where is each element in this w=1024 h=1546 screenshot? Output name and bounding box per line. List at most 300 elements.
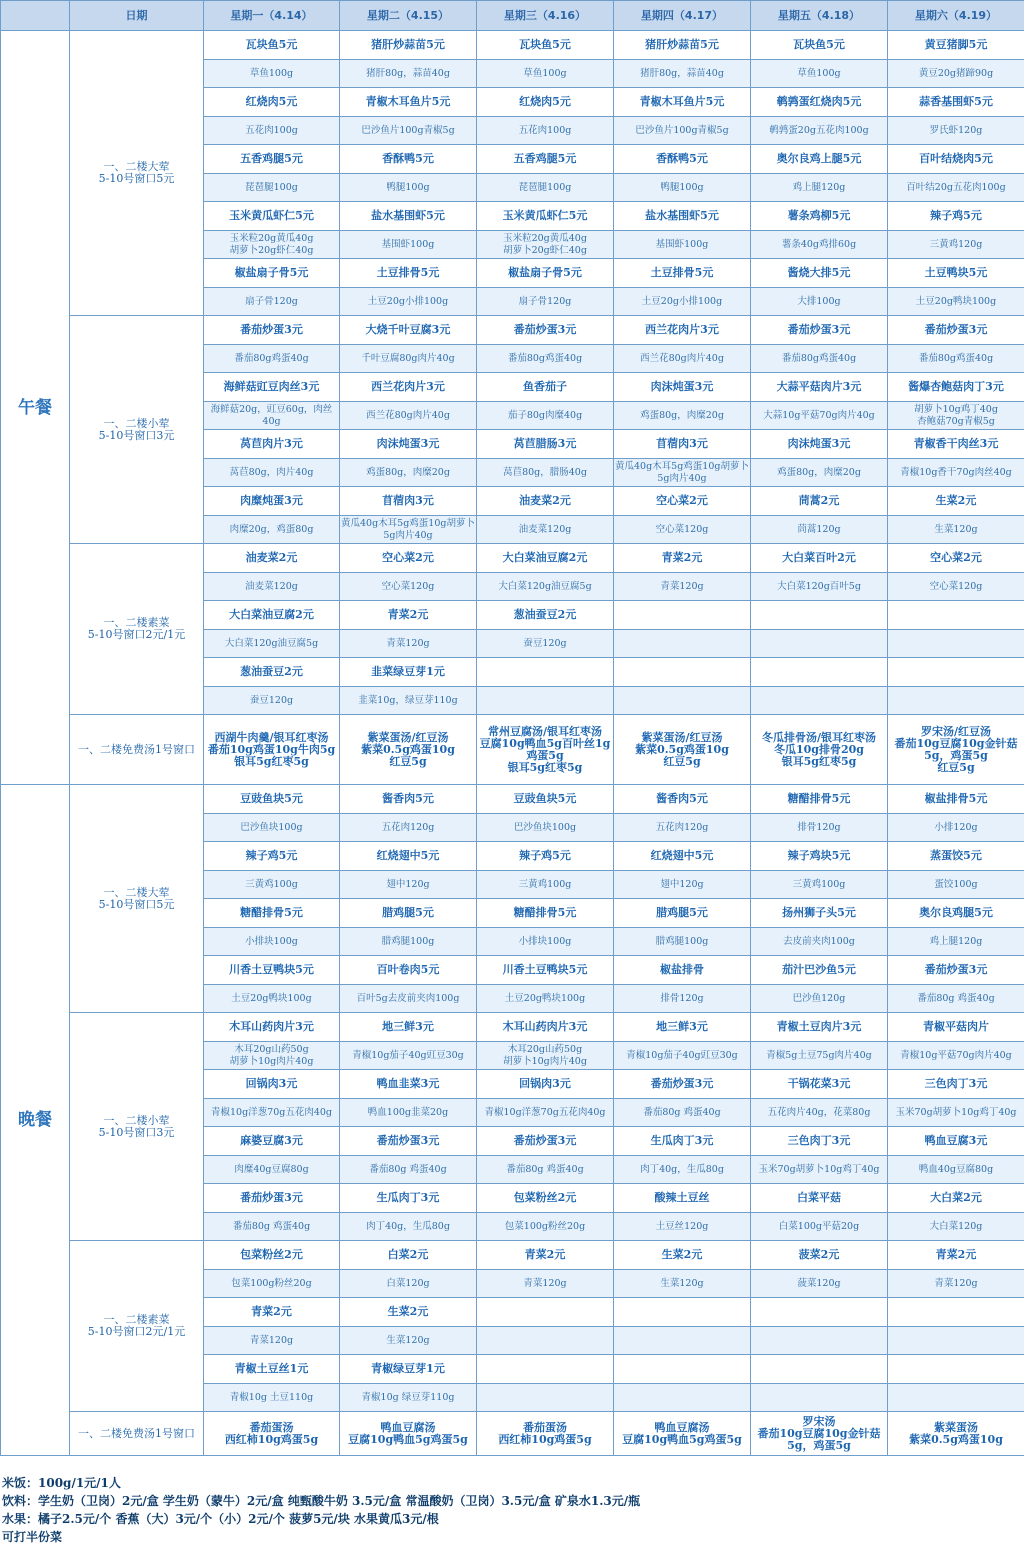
soup-cell: [340, 1412, 477, 1456]
dish-name: 瓦块鱼5元: [751, 31, 888, 60]
dish-name: 糖醋排骨5元: [204, 899, 340, 928]
dish-ingredients: 白菜120g: [340, 1270, 477, 1298]
dish-ingredients: 胡萝卜10g鸡丁40g 杏鲍菇70g青椒5g: [888, 402, 1024, 430]
dish-name: 青椒土豆丝1元: [204, 1355, 340, 1384]
dish-ingredients: [477, 1327, 614, 1355]
dish-ingredients: 琵琶腿100g: [477, 174, 614, 202]
dish-name: 番茄炒蛋3元: [340, 1127, 477, 1156]
dish-name: [751, 601, 888, 630]
soup-cell: [751, 1412, 888, 1456]
dish-name: 川香土豆鸭块5元: [477, 956, 614, 985]
dish-ingredients: 青椒10g 土豆110g: [204, 1384, 340, 1412]
dish-name: [614, 658, 751, 687]
dish-name: [751, 658, 888, 687]
soup-row: [1, 1412, 1024, 1456]
header-day: 星期五（4.18）: [751, 1, 888, 31]
dish-ingredients: 青菜120g: [614, 573, 751, 601]
dish-ingredients: 鸡上腿120g: [888, 928, 1024, 956]
dish-name: 青椒木耳鱼片5元: [614, 88, 751, 117]
dish-name: 地三鲜3元: [340, 1013, 477, 1042]
dish-name: 五香鸡腿5元: [204, 145, 340, 174]
dish-name: 番茄炒蛋3元: [751, 316, 888, 345]
dish-ingredients: [751, 1384, 888, 1412]
dish-name: 红烧翅中5元: [614, 842, 751, 871]
dish-ingredients: 番茄80g鸡蛋40g: [204, 345, 340, 373]
dish-ingredients: 巴沙鱼片100g青椒5g: [340, 117, 477, 145]
dish-name: 葱油蚕豆2元: [204, 658, 340, 687]
dish-name: 青椒平菇肉片: [888, 1013, 1024, 1042]
dish-name: 油麦菜2元: [477, 487, 614, 516]
dish-ingredients: 土豆20g鸭块100g: [888, 288, 1024, 316]
dish-ingredients: [888, 1384, 1024, 1412]
dish-ingredients: 排骨120g: [751, 814, 888, 842]
dish-ingredients: 番茄80g鸡蛋40g: [888, 345, 1024, 373]
dish-ingredients: 番茄80g 鸡蛋40g: [477, 1156, 614, 1184]
dish-name: 玉米黄瓜虾仁5元: [204, 202, 340, 231]
dish-name: 肉沫炖蛋3元: [751, 430, 888, 459]
dish-name: 大烧千叶豆腐3元: [340, 316, 477, 345]
dish-ingredients: 番茄80g 鸡蛋40g: [888, 985, 1024, 1013]
dish-ingredients: 茼蒿120g: [751, 516, 888, 544]
dish-ingredients: 青菜120g: [204, 1327, 340, 1355]
dish-name: 瓦块鱼5元: [204, 31, 340, 60]
dish-name: 青菜2元: [340, 601, 477, 630]
dish-name: 腊鸡腿5元: [340, 899, 477, 928]
soup-line: 常州豆腐汤/银耳红枣汤: [487, 724, 603, 738]
dish-name: 青菜2元: [204, 1298, 340, 1327]
window-label: 一、二楼大荤 5-10号窗口5元: [70, 31, 204, 316]
dish-name: 香酥鸭5元: [340, 145, 477, 174]
dish-name: [888, 1355, 1024, 1384]
dish-name: [477, 1355, 614, 1384]
dish-name: 糖醋排骨5元: [751, 785, 888, 814]
dish-name: 干锅花菜3元: [751, 1070, 888, 1099]
dish-ingredients: 青菜120g: [888, 1270, 1024, 1298]
dish-ingredients: 土豆丝120g: [614, 1213, 751, 1241]
dish-ingredients: 土豆20g鸭块100g: [477, 985, 614, 1013]
dish-name: 大白菜油豆腐2元: [204, 601, 340, 630]
dish-name: 莴苣肉片3元: [204, 430, 340, 459]
dish-ingredients: 海鲜菇20g，豇豆60g，肉丝40g: [204, 402, 340, 430]
dish-ingredients: 西兰花80g肉片40g: [614, 345, 751, 373]
dish-ingredients: 琵琶腿100g: [204, 174, 340, 202]
dish-name: 鹌鹑蛋红烧肉5元: [751, 88, 888, 117]
dish-name: 鸭血豆腐3元: [888, 1127, 1024, 1156]
soup-line: 紫菜0.5g鸡蛋10g: [909, 1432, 1003, 1446]
dinner-meal-label: 晚餐: [1, 785, 70, 1456]
dish-name: 青菜2元: [888, 1241, 1024, 1270]
soup-cell: [340, 715, 477, 785]
dish-name: 酱香肉5元: [614, 785, 751, 814]
dish-name: 回锅肉3元: [477, 1070, 614, 1099]
dish-name: 番茄炒蛋3元: [477, 316, 614, 345]
soup-line: 银耳5g红枣5g: [234, 754, 309, 768]
dish-ingredients: 巴沙鱼块100g: [204, 814, 340, 842]
dish-name: 生菜2元: [340, 1298, 477, 1327]
header-day: 星期六（4.19）: [888, 1, 1024, 31]
dish-ingredients: 黄豆20g猪蹄90g: [888, 60, 1024, 88]
dish-ingredients: 翅中120g: [340, 871, 477, 899]
dish-ingredients: 扇子骨120g: [477, 288, 614, 316]
dish-name: 青椒香干肉丝3元: [888, 430, 1024, 459]
dish-name: 椒盐排骨5元: [888, 785, 1024, 814]
window-label: 一、二楼素菜 5-10号窗口2元/1元: [70, 544, 204, 715]
soup-cell: [614, 715, 751, 785]
dish-name: 土豆鸭块5元: [888, 259, 1024, 288]
dish-name: 白菜平菇: [751, 1184, 888, 1213]
soup-line: 豆腐10g鸭血5g百叶丝1g: [479, 736, 611, 750]
dish-name: 番茄炒蛋3元: [888, 956, 1024, 985]
dish-ingredients: 玉米70g胡萝卜10g鸡丁40g: [751, 1156, 888, 1184]
dish-name: 茼蒿2元: [751, 487, 888, 516]
dish-ingredients: 翅中120g: [614, 871, 751, 899]
dish-ingredients: 百叶5g去皮前夹肉100g: [340, 985, 477, 1013]
dish-name: 香酥鸭5元: [614, 145, 751, 174]
dish-ingredients: 薯条40g鸡排60g: [751, 231, 888, 259]
window-label: 一、二楼小荤 5-10号窗口3元: [70, 1013, 204, 1241]
dish-name: 红烧肉5元: [204, 88, 340, 117]
dish-name: 莴苣腊肠3元: [477, 430, 614, 459]
dish-name: [888, 601, 1024, 630]
dish-ingredients: 青椒10g洋葱70g五花肉40g: [204, 1099, 340, 1127]
dish-ingredients: 猪肝80g，蒜苗40g: [614, 60, 751, 88]
dish-name: 肉糜炖蛋3元: [204, 487, 340, 516]
dish-ingredients: [751, 630, 888, 658]
soup-line: 西湖牛肉羹/银耳红枣汤: [214, 730, 329, 744]
soup-cell: [888, 1412, 1024, 1456]
dish-ingredients: 玉米70g胡萝卜10g鸡丁40g: [888, 1099, 1024, 1127]
dish-name: 椒盐扇子骨5元: [204, 259, 340, 288]
dish-name: 大白菜油豆腐2元: [477, 544, 614, 573]
dish-ingredients: 空心菜120g: [614, 516, 751, 544]
dish-row: [1, 1013, 1024, 1042]
dish-name: 奥尔良鸡腿5元: [888, 899, 1024, 928]
dish-ingredients: 大白菜120g百叶5g: [751, 573, 888, 601]
soup-line: 冬瓜排骨汤/银耳红枣汤: [761, 730, 877, 744]
dish-name: 土豆排骨5元: [340, 259, 477, 288]
dish-name: 豆豉鱼块5元: [477, 785, 614, 814]
dish-ingredients: 鸡蛋80g，肉糜20g: [340, 459, 477, 487]
soup-line: 紫菜0.5g鸡蛋10g: [635, 742, 729, 756]
dish-ingredients: 百叶结20g五花肉100g: [888, 174, 1024, 202]
dish-ingredients: 莴苣80g，肉片40g: [204, 459, 340, 487]
dish-name: 土豆排骨5元: [614, 259, 751, 288]
soup-line: 红豆5g: [937, 760, 975, 774]
dish-row: [1, 785, 1024, 814]
dish-name: 玉米黄瓜虾仁5元: [477, 202, 614, 231]
soup-row: [1, 715, 1024, 785]
dish-ingredients: 三黄鸡100g: [751, 871, 888, 899]
dish-name: [751, 1298, 888, 1327]
dish-ingredients: 千叶豆腐80g肉片40g: [340, 345, 477, 373]
dish-ingredients: 大白菜120g油豆腐5g: [204, 630, 340, 658]
dish-ingredients: 生菜120g: [340, 1327, 477, 1355]
dish-name: 青椒绿豆芽1元: [340, 1355, 477, 1384]
dish-name: 糖醋排骨5元: [477, 899, 614, 928]
dish-name: [888, 658, 1024, 687]
dish-name: 肉沫炖蛋3元: [340, 430, 477, 459]
dish-ingredients: 扇子骨120g: [204, 288, 340, 316]
dish-ingredients: [477, 1384, 614, 1412]
dish-ingredients: 巴沙鱼块100g: [477, 814, 614, 842]
dish-ingredients: 大白菜120g油豆腐5g: [477, 573, 614, 601]
dish-ingredients: 三黄鸡120g: [888, 231, 1024, 259]
dish-ingredients: 黄瓜40g木耳5g鸡蛋10g胡萝卜5g肉片40g: [614, 459, 751, 487]
soup-line: 紫菜蛋汤/红豆汤: [367, 730, 449, 744]
dish-name: 番茄炒蛋3元: [888, 316, 1024, 345]
dish-name: [477, 658, 614, 687]
dish-ingredients: [888, 687, 1024, 715]
dish-name: 空心菜2元: [614, 487, 751, 516]
soup-line: 银耳5g红枣5g: [507, 760, 583, 774]
header-day: 星期二（4.15）: [340, 1, 477, 31]
dish-name: 猪肝炒蒜苗5元: [614, 31, 751, 60]
dish-ingredients: 三黄鸡100g: [204, 871, 340, 899]
dish-name: 鸭血韭菜3元: [340, 1070, 477, 1099]
dish-ingredients: 土豆20g小排100g: [340, 288, 477, 316]
dish-name: 木耳山药肉片3元: [204, 1013, 340, 1042]
soup-line: 鸭血豆腐汤: [380, 1420, 436, 1434]
soup-cell: [204, 1412, 340, 1456]
dish-ingredients: 五花肉片40g，花菜80g: [751, 1099, 888, 1127]
dish-ingredients: 五花肉100g: [477, 117, 614, 145]
dish-ingredients: 鸡蛋80g，肉糜20g: [614, 402, 751, 430]
dish-ingredients: 玉米粒20g黄瓜40g 胡萝卜20g虾仁40g: [204, 231, 340, 259]
lunch-meal-label: 午餐: [1, 31, 70, 785]
dish-name: 葱油蚕豆2元: [477, 601, 614, 630]
dish-ingredients: 蛋饺100g: [888, 871, 1024, 899]
dish-name: 苜蓿肉3元: [340, 487, 477, 516]
dish-ingredients: 鸡上腿120g: [751, 174, 888, 202]
dish-ingredients: 大白菜120g: [888, 1213, 1024, 1241]
dish-ingredients: 罗氏虾120g: [888, 117, 1024, 145]
dish-name: [751, 1355, 888, 1384]
dish-name: [477, 1298, 614, 1327]
dish-ingredients: [614, 1327, 751, 1355]
dish-ingredients: 大蒜10g平菇70g肉片40g: [751, 402, 888, 430]
dish-ingredients: 猪肝80g，蒜苗40g: [340, 60, 477, 88]
dish-ingredients: 小排块100g: [204, 928, 340, 956]
soup-line: 番茄蛋汤: [249, 1420, 294, 1434]
dish-ingredients: [751, 1327, 888, 1355]
dish-name: 番茄炒蛋3元: [614, 1070, 751, 1099]
dish-ingredients: 鸭血40g豆腐80g: [888, 1156, 1024, 1184]
soup-line: 冬瓜10g排骨20g: [774, 742, 864, 756]
dish-name: 生瓜肉丁3元: [614, 1127, 751, 1156]
dish-name: [888, 1298, 1024, 1327]
dish-ingredients: 青椒5g土豆75g肉片40g: [751, 1042, 888, 1070]
soup-cell: [614, 1412, 751, 1456]
soup-line: 番茄10g豆腐10g金针菇: [894, 736, 1018, 750]
soup-window-label: 一、二楼免费汤1号窗口: [70, 715, 204, 785]
dish-ingredients: 韭菜10g，绿豆芽110g: [340, 687, 477, 715]
dish-ingredients: 土豆20g鸭块100g: [204, 985, 340, 1013]
soup-cell: [204, 715, 340, 785]
soup-line: 银耳5g红枣5g: [781, 754, 857, 768]
dish-name: 黄豆猪脚5元: [888, 31, 1024, 60]
window-label: 一、二楼小荤 5-10号窗口3元: [70, 316, 204, 544]
dish-name: 海鲜菇豇豆肉丝3元: [204, 373, 340, 402]
dish-name: 豆豉鱼块5元: [204, 785, 340, 814]
dish-name: 番茄炒蛋3元: [204, 316, 340, 345]
soup-line: 鸭血豆腐汤: [654, 1420, 710, 1434]
dish-name: 椒盐排骨: [614, 956, 751, 985]
dish-ingredients: 肉糜40g豆腐80g: [204, 1156, 340, 1184]
dish-ingredients: 鸭腿100g: [614, 174, 751, 202]
dish-name: 辣子鸡5元: [204, 842, 340, 871]
menu-body: [1, 31, 1024, 1456]
soup-line: 5g，鸡蛋5g: [787, 1438, 851, 1452]
dish-name: 油麦菜2元: [204, 544, 340, 573]
dish-name: 番茄炒蛋3元: [204, 1184, 340, 1213]
header-blank: [1, 1, 70, 31]
dish-ingredients: 基围虾100g: [614, 231, 751, 259]
dish-ingredients: 大排100g: [751, 288, 888, 316]
dish-ingredients: 五花肉120g: [340, 814, 477, 842]
dish-ingredients: [888, 1327, 1024, 1355]
dish-ingredients: 包菜100g粉丝20g: [477, 1213, 614, 1241]
dish-name: 空心菜2元: [340, 544, 477, 573]
dish-name: 辣子鸡5元: [888, 202, 1024, 231]
footer-rice: 米饭：100g/1元/1人: [2, 1476, 121, 1490]
dish-ingredients: 油麦菜120g: [477, 516, 614, 544]
soup-line: 西红柿10g鸡蛋5g: [498, 1432, 592, 1446]
soup-line: 鸡蛋5g: [526, 748, 564, 762]
dish-ingredients: 蚕豆120g: [477, 630, 614, 658]
header-day: 星期四（4.17）: [614, 1, 751, 31]
dish-ingredients: 空心菜120g: [340, 573, 477, 601]
soup-line: 5g，鸡蛋5g: [924, 748, 988, 762]
soup-cell: [888, 715, 1024, 785]
dish-ingredients: 巴沙鱼120g: [751, 985, 888, 1013]
window-label: 一、二楼大荤 5-10号窗口5元: [70, 785, 204, 1013]
soup-line: 番茄10g豆腐10g金针菇: [757, 1426, 881, 1440]
dish-ingredients: 肉糜20g，鸡蛋80g: [204, 516, 340, 544]
soup-window-label: 一、二楼免费汤1号窗口: [70, 1412, 204, 1456]
dish-name: 百叶结烧肉5元: [888, 145, 1024, 174]
soup-cell: [477, 1412, 614, 1456]
dish-ingredients: 茄子80g肉糜40g: [477, 402, 614, 430]
soup-line: 红豆5g: [389, 754, 427, 768]
dish-ingredients: 巴沙鱼片100g青椒5g: [614, 117, 751, 145]
dish-name: 大蒜平菇肉片3元: [751, 373, 888, 402]
dish-ingredients: 番茄80g 鸡蛋40g: [340, 1156, 477, 1184]
dish-ingredients: 草鱼100g: [204, 60, 340, 88]
dish-ingredients: 包菜100g粉丝20g: [204, 1270, 340, 1298]
dish-name: 地三鲜3元: [614, 1013, 751, 1042]
dish-ingredients: 肉丁40g，生瓜80g: [614, 1156, 751, 1184]
dish-name: 青菜2元: [477, 1241, 614, 1270]
dish-name: 酸辣土豆丝: [614, 1184, 751, 1213]
dish-name: 苜蓿肉3元: [614, 430, 751, 459]
dish-ingredients: 玉米粒20g黄瓜40g 胡萝卜20g虾仁40g: [477, 231, 614, 259]
dish-name: 鱼香茄子: [477, 373, 614, 402]
dish-name: 百叶卷肉5元: [340, 956, 477, 985]
dish-ingredients: 番茄80g鸡蛋40g: [477, 345, 614, 373]
dish-name: 青椒土豆肉片3元: [751, 1013, 888, 1042]
soup-line: 罗宋汤/红豆汤: [920, 724, 992, 738]
dish-ingredients: 草鱼100g: [751, 60, 888, 88]
dish-ingredients: [614, 687, 751, 715]
dish-name: 红烧翅中5元: [340, 842, 477, 871]
soup-line: 豆腐10g鸭血5g鸡蛋5g: [348, 1432, 468, 1446]
dish-name: 番茄炒蛋3元: [477, 1127, 614, 1156]
dish-row: [1, 316, 1024, 345]
dish-name: 腊鸡腿5元: [614, 899, 751, 928]
dish-name: [614, 1298, 751, 1327]
dish-row: [1, 544, 1024, 573]
soup-line: 红豆5g: [663, 754, 701, 768]
dish-ingredients: 小排块100g: [477, 928, 614, 956]
dish-name: 酱爆杏鲍菇肉丁3元: [888, 373, 1024, 402]
dish-name: 青菜2元: [614, 544, 751, 573]
dish-name: 三色肉丁3元: [751, 1127, 888, 1156]
dish-name: 红烧肉5元: [477, 88, 614, 117]
dish-name: 酱香肉5元: [340, 785, 477, 814]
soup-line: 西红柿10g鸡蛋5g: [224, 1432, 319, 1446]
footer-half-portion: 可打半份菜: [2, 1530, 63, 1544]
dish-ingredients: 莴苣80g，腊肠40g: [477, 459, 614, 487]
dish-ingredients: 生菜120g: [888, 516, 1024, 544]
dish-ingredients: 去皮前夹肉100g: [751, 928, 888, 956]
dish-name: 辣子鸡块5元: [751, 842, 888, 871]
dish-name: 青椒木耳鱼片5元: [340, 88, 477, 117]
dish-ingredients: 番茄80g鸡蛋40g: [751, 345, 888, 373]
dish-name: 蒸蛋饺5元: [888, 842, 1024, 871]
dish-name: 回锅肉3元: [204, 1070, 340, 1099]
dish-name: [614, 1355, 751, 1384]
dish-ingredients: [614, 630, 751, 658]
dish-row: [1, 31, 1024, 60]
dish-ingredients: 番茄80g 鸡蛋40g: [614, 1099, 751, 1127]
dish-ingredients: 鸭腿100g: [340, 174, 477, 202]
footer-drinks: 饮料：学生奶（卫岗）2元/盒 学生奶（蒙牛）2元/盒 纯甄酸牛奶 3.5元/盒 常温酸奶（卫岗）3.5元/盒 矿泉水1.3元/瓶: [2, 1494, 641, 1508]
dish-ingredients: 基围虾100g: [340, 231, 477, 259]
dish-ingredients: 五花肉120g: [614, 814, 751, 842]
dish-name: 五香鸡腿5元: [477, 145, 614, 174]
dish-name: 大白菜2元: [888, 1184, 1024, 1213]
dish-ingredients: 青菜120g: [477, 1270, 614, 1298]
dish-name: 韭菜绿豆芽1元: [340, 658, 477, 687]
dish-ingredients: 青椒10g香干70g肉丝40g: [888, 459, 1024, 487]
footer-fruit: 水果：橘子2.5元/个 香蕉（大）3元/个（小）2元/个 菠萝5元/块 水果黄瓜3元/根: [2, 1512, 439, 1526]
dish-ingredients: 西兰花80g肉片40g: [340, 402, 477, 430]
soup-line: 豆腐10g鸭血5g鸡蛋5g: [622, 1432, 742, 1446]
dish-ingredients: 青椒10g洋葱70g五花肉40g: [477, 1099, 614, 1127]
dish-ingredients: 菠菜120g: [751, 1270, 888, 1298]
dish-ingredients: 油麦菜120g: [204, 573, 340, 601]
dish-ingredients: 鸡蛋80g，肉糜20g: [751, 459, 888, 487]
dish-name: 酱烧大排5元: [751, 259, 888, 288]
dish-ingredients: 腊鸡腿100g: [614, 928, 751, 956]
soup-line: 紫菜蛋汤/红豆汤: [641, 730, 723, 744]
soup-line: 番茄蛋汤: [523, 1420, 567, 1434]
dish-name: 包菜粉丝2元: [204, 1241, 340, 1270]
dish-name: 麻婆豆腐3元: [204, 1127, 340, 1156]
dish-ingredients: 蚕豆120g: [204, 687, 340, 715]
dish-name: 菠菜2元: [751, 1241, 888, 1270]
header-date: 日期: [70, 1, 204, 31]
menu-footer: [2, 1474, 1022, 1546]
dish-ingredients: [888, 630, 1024, 658]
dish-name: 茄汁巴沙鱼5元: [751, 956, 888, 985]
dish-ingredients: 青椒10g 绿豆芽110g: [340, 1384, 477, 1412]
dish-name: 瓦块鱼5元: [477, 31, 614, 60]
dish-name: 空心菜2元: [888, 544, 1024, 573]
dish-ingredients: 鸭血100g韭菜20g: [340, 1099, 477, 1127]
dish-name: 辣子鸡5元: [477, 842, 614, 871]
dish-name: 盐水基围虾5元: [340, 202, 477, 231]
